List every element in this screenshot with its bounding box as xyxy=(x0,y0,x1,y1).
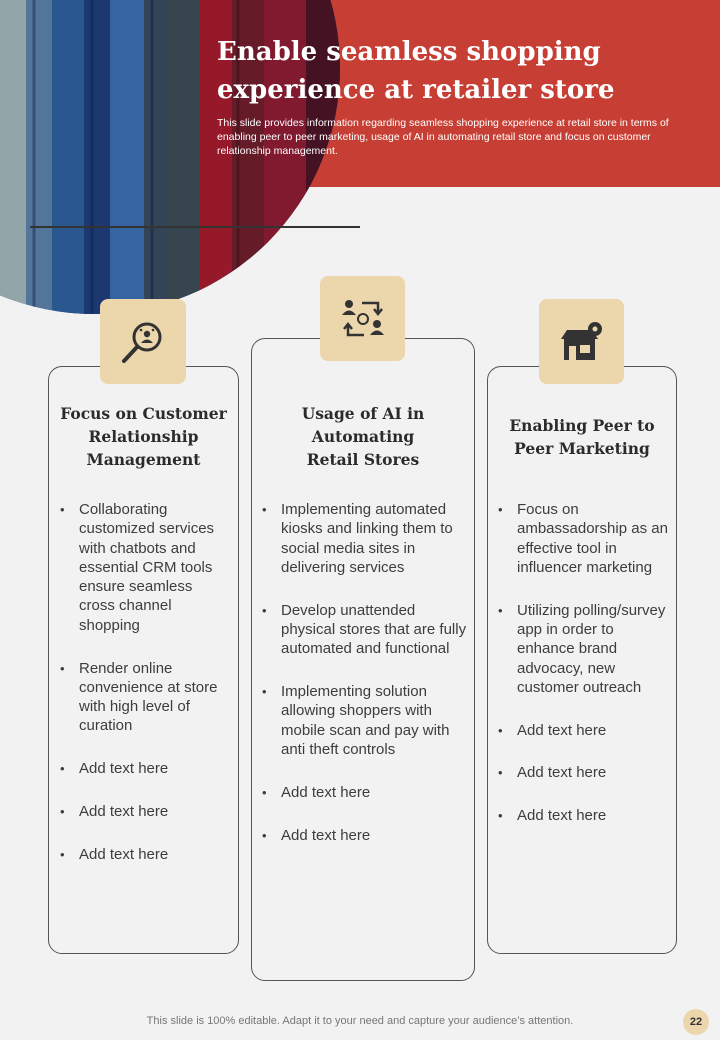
page-subtitle: This slide provides information regarding seamless shopping experience at retail store in terms of enabling peer to peer marketing, usage of AI in automating retail store and focus on customer relationship management. xyxy=(217,117,669,157)
list-item: • Implementing solution allowing shoppers with mobile scan and pay with anti theft controls xyxy=(262,682,467,759)
card-bullets xyxy=(262,500,467,868)
list-item: • Add text here xyxy=(498,763,670,782)
list-item: • Add text here xyxy=(498,721,670,740)
list-item: • Add text here xyxy=(498,806,670,825)
list-item: • Develop unattended physical stores that are fully automated and functional xyxy=(262,601,467,659)
card-title: Enabling Peer to Peer Marketing xyxy=(509,416,655,458)
list-item: • Add text here xyxy=(262,826,467,845)
list-item: • Utilizing polling/survey app in order to enhance brand advocacy, new customer outreach xyxy=(498,601,670,697)
page-title: Enable seamless shopping experience at retailer store xyxy=(217,37,615,105)
list-item: • Add text here xyxy=(60,759,232,778)
list-item: • Focus on ambassadorship as an effective tool in influencer marketing xyxy=(498,500,670,577)
card-title: Usage of AI in Automating Retail Stores xyxy=(301,404,425,469)
store-settings-icon xyxy=(539,299,624,384)
footer-note: This slide is 100% editable. Adapt it to your need and capture your audience’s attention. xyxy=(146,1015,574,1027)
list-item: • Collaborating customized services with chatbots and essential CRM tools ensure seamless cross channel shopping xyxy=(60,500,232,635)
card-bullets xyxy=(60,500,232,888)
list-item: • Add text here xyxy=(60,845,232,864)
exchange-people-icon xyxy=(320,276,405,361)
page-number: 22 xyxy=(683,1009,709,1035)
list-item: • Add text here xyxy=(60,802,232,821)
list-item: • Render online convenience at store with high level of curation xyxy=(60,659,232,736)
list-item: • Implementing automated kiosks and linking them to social media sites in delivering services xyxy=(262,500,467,577)
list-item: • Add text here xyxy=(262,783,467,802)
card-title: Focus on Customer Relationship Management xyxy=(60,404,227,469)
search-person-icon xyxy=(100,299,186,384)
title-divider xyxy=(30,226,360,228)
card-bullets xyxy=(498,500,670,849)
